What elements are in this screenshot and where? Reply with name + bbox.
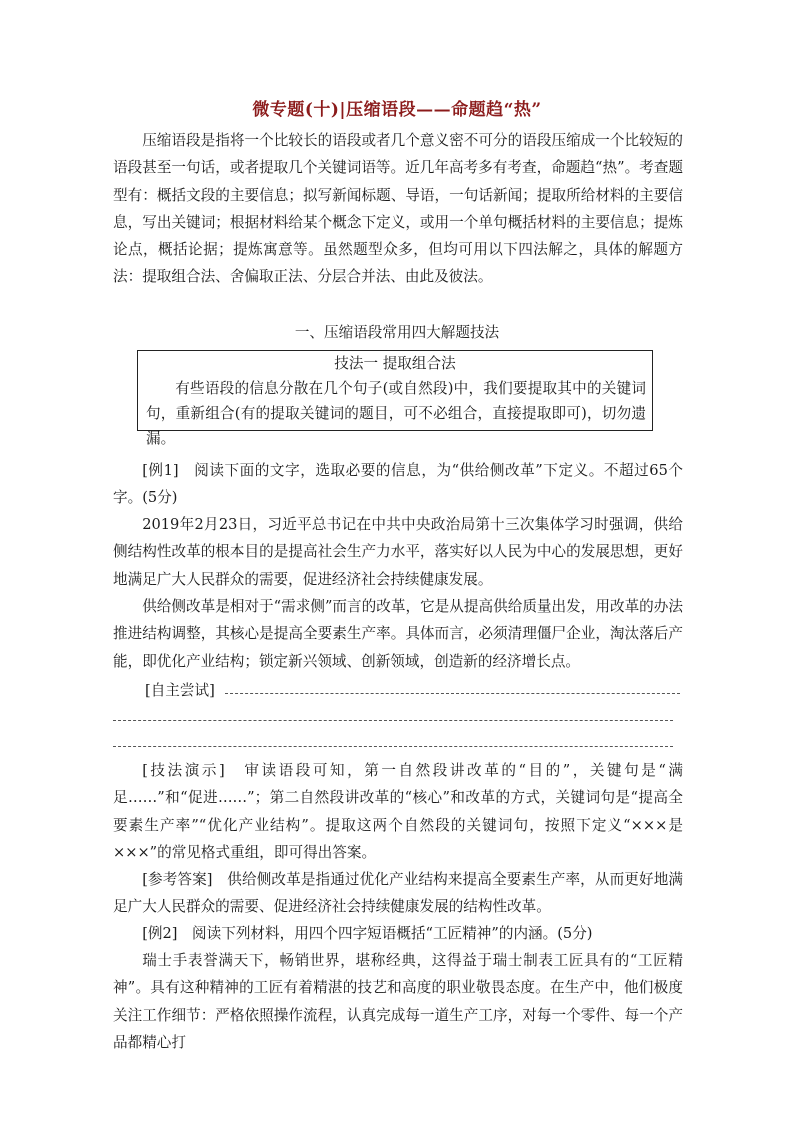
example1-material-paragraph-2: 供给侧改革是相对于“需求侧”而言的改革，它是从提高供给质量出发，用改革的办法推进结构调整，其核心是提高全要素生产率。具体而言，必须清理僵尸企业，淘汰落后产能，即优化产业结构；锁定新兴领域、创新领域，创造新的经济增长点。 [113,598,683,670]
answer-line[interactable] [113,720,673,721]
example1-question: [例1] 阅读下面的文字，选取必要的信息，为“供给侧改革”下定义。不超过65个字。(5分) [113,462,683,507]
example2-material-paragraph: 瑞士手表誉满天下，畅销世界，堪称经典，这得益于瑞士制表工匠具有的“工匠精神”。具有这种精神的工匠有着精湛的技艺和高度的职业敬畏态度。在生产中，他们极度关注工作细节：严格依照操作流程，认真完成每一道生产工序，对每一个零件、每一个产品都精心打 [113,952,683,1051]
technique-box [137,350,653,447]
method-demo-paragraph: [技法演示] 审读语段可知，第一自然段讲改革的“目的”，关键句是“满足……”和“促进……”；第二自然段讲改革的“核心”和改革的方式，关键词句是“提高全要素生产率”“优化产业结构”。提取这两个自然段的关键词句，按照下定义“×××是×××”的常见格式重组，即可得出答案。 [113,762,683,861]
page-title: 微专题(十)|压缩语段——命题趋“热” [252,100,542,120]
reference-answer-paragraph: [参考答案] 供给侧改革是指通过优化产业结构来提高全要素生产率，从而更好地满足广大人民群众的需要、促进经济社会持续健康发展的结构性改革。 [113,871,683,916]
example1-material-paragraph-1: 2019年2月23日，习近平总书记在中共中央政治局第十三次集体学习时强调，供给侧结构性改革的根本目的是提高社会生产力水平，落实好以人民为中心的发展思想，更好地满足广大人民群众的需要，促进经济社会持续健康发展。 [113,516,683,588]
answer-line[interactable] [113,746,673,747]
section-title: 一、压缩语段常用四大解题技法 [294,324,500,341]
answer-line[interactable] [225,693,680,694]
self-try-label: [自主尝试] [145,682,215,699]
technique-box-title: 技法一 提取组合法 [334,355,456,372]
intro-paragraph: 压缩语段是指将一个比较长的语段或者几个意义密不可分的语段压缩成一个比较短的语段甚至一句话，或者提取几个关键词语等。近几年高考多有考查，命题趋“热”。考查题型有：概括文段的主要信息；拟写新闻标题、导语，一句话新闻；提取所给材料的主要信息，写出关键词；根据材料给某个概念下定义，或用一个单句概括材料的主要信息；提炼论点，概括论据；提炼寓意等。虽然题型众多，但均可用以下四法解之，具体的解题方法：提取组合法、舍偏取正法、分层合并法、由此及彼法。 [113,132,683,286]
technique-box-body: 有些语段的信息分散在几个句子(或自然段)中，我们要提取其中的关键词句，重新组合(有的提取关键词的题目，可不必组合，直接提取即可)，切勿遗漏。 [146,380,646,447]
example2-question: [例2] 阅读下列材料，用四个四字短语概括“工匠精神”的内涵。(5分) [142,925,593,942]
